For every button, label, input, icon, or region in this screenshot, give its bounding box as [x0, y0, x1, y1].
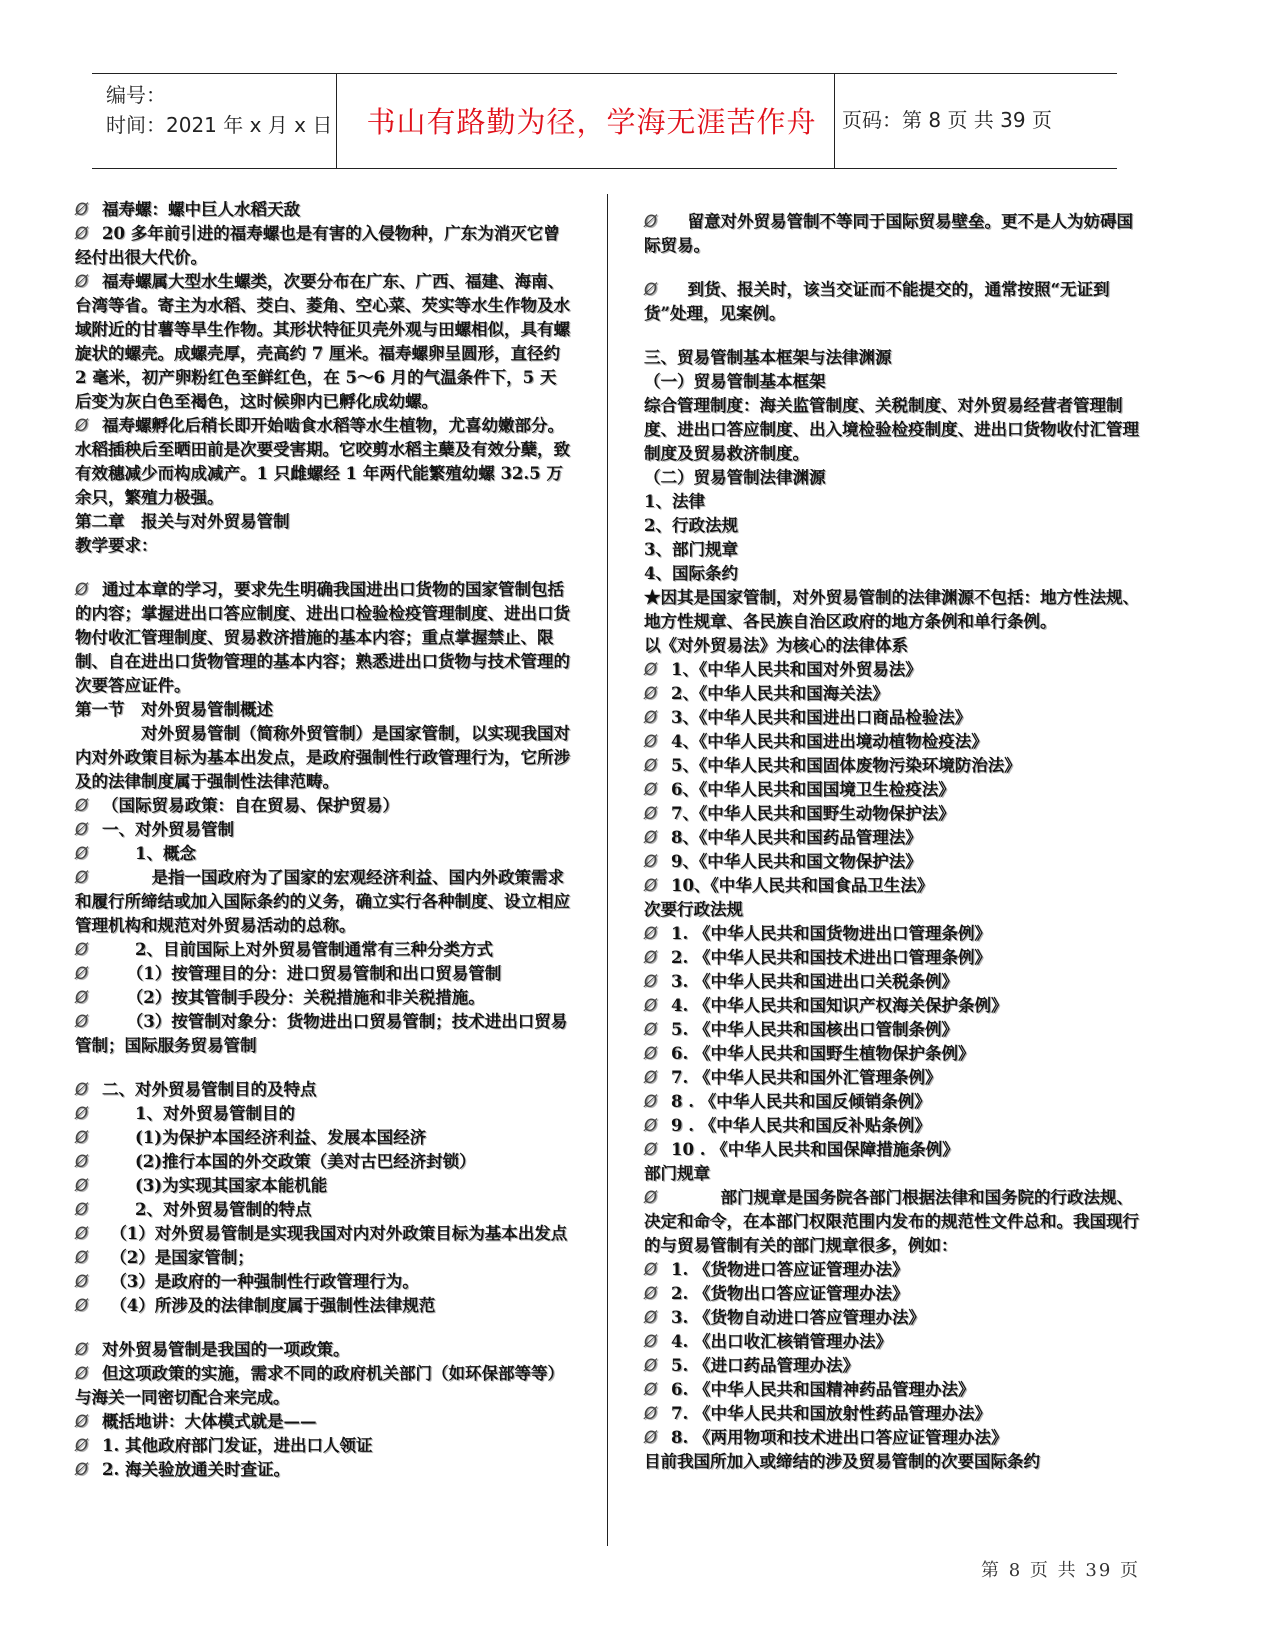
bullet-icon: Ø: [644, 1260, 657, 1279]
text-line: [75, 866, 570, 938]
text-line: [75, 270, 570, 414]
text-content: （2）按其管制手段分：关税措施和非关税措施。: [102, 988, 485, 1007]
bullet-icon: Ø: [644, 1404, 657, 1423]
text-line: [644, 1402, 1139, 1426]
text-content: 2、目前国际上对外贸易管制通常有三种分类方式: [102, 940, 493, 959]
text-content: （4）所涉及的法律制度属于强制性法律规范: [102, 1296, 436, 1315]
text-content: 二、对外贸易管制目的及特点: [102, 1080, 317, 1099]
text-line: [75, 722, 570, 794]
text-line: [75, 1198, 570, 1222]
text-line: [75, 198, 570, 222]
text-content: 4. 《中华人民共和国知识产权海关保护条例》: [671, 996, 1008, 1015]
bullet-icon: Ø: [75, 988, 88, 1007]
header-divider-left: [336, 74, 337, 168]
text-content: 2. 海关验放通关时查证。: [102, 1460, 290, 1479]
bullet-icon: Ø: [644, 1428, 657, 1447]
bullet-icon: Ø: [644, 948, 657, 967]
text-content: 是指一国政府为了国家的宏观经济利益、国内外政策需求和履行所缔结或加入国际条约的义务，确立实行各种制度、设立相应管理机构和规范对外贸易活动的总称。: [75, 868, 570, 935]
text-line: [644, 370, 1139, 394]
bullet-icon: Ø: [644, 1308, 657, 1327]
text-line: [75, 1174, 570, 1198]
time-label: 时间：2021 年 x 月 x 日: [106, 113, 333, 137]
header-meta: [106, 80, 332, 140]
text-line: [644, 946, 1139, 970]
bullet-icon: Ø: [644, 1188, 657, 1207]
bullet-icon: Ø: [644, 804, 657, 823]
bullet-icon: Ø: [644, 876, 657, 895]
bullet-icon: Ø: [75, 200, 88, 219]
text-content: 1、概念: [102, 844, 196, 863]
text-content: 5. 《中华人民共和国核出口管制条例》: [671, 1020, 958, 1039]
text-line: [644, 1162, 1139, 1186]
text-line: [644, 922, 1139, 946]
text-line: [644, 1426, 1139, 1450]
text-line: [644, 898, 1139, 922]
text-line: [644, 538, 1139, 562]
text-content: 以《对外贸易法》为核心的法律体系: [644, 636, 908, 655]
text-content: (2)推行本国的外交政策（美对古巴经济封锁）: [102, 1152, 476, 1171]
text-content: 1、《中华人民共和国对外贸易法》: [671, 660, 922, 679]
bullet-icon: Ø: [75, 1412, 88, 1431]
text-content: 9、《中华人民共和国文物保护法》: [671, 852, 922, 871]
text-content: （2）是国家管制；: [102, 1248, 254, 1267]
text-content: 1、对外贸易管制目的: [102, 1104, 295, 1123]
text-line: [644, 346, 1139, 370]
text-content: （3）按管制对象分：货物进出口贸易管制；技术进出口贸易管制；国际服务贸易管制: [75, 1012, 568, 1055]
text-content: 2、行政法规: [644, 516, 738, 535]
text-content: （1）对外贸易管制是实现我国对内对外政策目标为基本出发点: [102, 1224, 568, 1243]
text-line: [644, 1138, 1139, 1162]
bullet-icon: Ø: [644, 1116, 657, 1135]
bullet-icon: Ø: [75, 272, 88, 291]
bullet-icon: Ø: [644, 212, 657, 231]
text-content: (1)为保护本国经济利益、发展本国经济: [102, 1128, 427, 1147]
text-content: 7. 《中华人民共和国放射性药品管理办法》: [671, 1404, 991, 1423]
header-page-info: 页码：第 8 页 共 39 页: [842, 108, 1052, 132]
text-line: [75, 962, 570, 986]
text-content: 4、国际条约: [644, 564, 738, 583]
text-line: [644, 278, 1139, 326]
text-line: [644, 1186, 1139, 1258]
text-content: 3. 《中华人民共和国进出口关税条例》: [671, 972, 958, 991]
text-line: [644, 1450, 1139, 1474]
text-content: 部门规章: [644, 1164, 710, 1183]
bullet-icon: Ø: [75, 820, 88, 839]
bullet-icon: Ø: [75, 964, 88, 983]
text-content: 6. 《中华人民共和国精神药品管理办法》: [671, 1380, 975, 1399]
text-line: [644, 706, 1139, 730]
text-content: 4、《中华人民共和国进出境动植物检疫法》: [671, 732, 988, 751]
text-line: [644, 1114, 1139, 1138]
bullet-icon: Ø: [75, 796, 88, 815]
text-content: 但这项政策的实施，需求不同的政府机关部门（如环保部等等）与海关一同密切配合来完成。: [75, 1364, 564, 1407]
text-content: 一、对外贸易管制: [102, 820, 234, 839]
left-column: [75, 198, 570, 1482]
text-line: [644, 634, 1139, 658]
text-line: [75, 1246, 570, 1270]
text-line: [644, 1330, 1139, 1354]
bullet-icon: Ø: [75, 1200, 88, 1219]
text-content: 6. 《中华人民共和国野生植物保护条例》: [671, 1044, 975, 1063]
text-line: [75, 1434, 570, 1458]
bullet-icon: Ø: [75, 1104, 88, 1123]
text-line: [75, 1338, 570, 1362]
number-label: 编号：: [106, 83, 166, 107]
text-line: [75, 1126, 570, 1150]
bullet-icon: Ø: [75, 1012, 88, 1031]
bullet-icon: Ø: [75, 1272, 88, 1291]
text-content: ★因其是国家管制，对外贸易管制的法律渊源不包括：地方性法规、地方性规章、各民族自治区政府的地方条例和单行条例。: [644, 588, 1139, 631]
bullet-icon: Ø: [644, 1044, 657, 1063]
text-content: 留意对外贸易管制不等同于国际贸易壁垒。更不是人为妨碍国际贸易。: [644, 212, 1133, 255]
text-content: 对外贸易管制（简称外贸管制）是国家管制，以实现我国对内对外政策目标为基本出发点，是政府强制性行政管理行为，它所涉及的法律制度属于强制性法律范畴。: [75, 724, 570, 791]
text-line: [644, 994, 1139, 1018]
text-line: [644, 1090, 1139, 1114]
bullet-icon: Ø: [75, 868, 88, 887]
text-line: [644, 586, 1139, 634]
paragraph-spacer: [644, 326, 1139, 346]
bullet-icon: Ø: [644, 1356, 657, 1375]
text-line: [75, 510, 570, 534]
text-content: 对外贸易管制是我国的一项政策。: [102, 1340, 350, 1359]
paragraph-spacer: [75, 558, 570, 578]
text-line: [644, 658, 1139, 682]
bullet-icon: Ø: [75, 1248, 88, 1267]
text-content: 1. 《货物进口答应证管理办法》: [671, 1260, 909, 1279]
text-content: 目前我国所加入或缔结的涉及贸易管制的次要国际条约: [644, 1452, 1040, 1471]
bullet-icon: Ø: [75, 1296, 88, 1315]
page-header: [92, 73, 1117, 169]
bullet-icon: Ø: [644, 708, 657, 727]
bullet-icon: Ø: [644, 684, 657, 703]
text-line: [75, 1222, 570, 1246]
paragraph-spacer: [75, 1318, 570, 1338]
text-line: [75, 414, 570, 510]
text-content: 福寿螺属大型水生螺类，次要分布在广东、广西、福建、海南、台湾等省。寄主为水稻、茭白、菱角、空心菜、芡实等水生作物及水域附近的甘薯等旱生作物。其形状特征贝壳外观与田螺相似，具有螺旋状的螺壳。成螺壳厚，壳高约 7 厘米。福寿螺卵呈圆形，直径约 2 毫米，初产卵粉红色至鲜红色，在 5～6 月的气温条件下，5 天后变为灰白色至褐色，这时候卵内已孵化成幼螺。: [75, 272, 570, 411]
text-content: 到货、报关时，该当交证而不能提交的，通常按照“无证到货”处理，见案例。: [644, 280, 1110, 323]
text-content: 8. 《两用物项和技术进出口答应证管理办法》: [671, 1428, 1008, 1447]
text-line: [644, 1042, 1139, 1066]
text-line: [644, 970, 1139, 994]
text-content: 教学要求：: [75, 536, 158, 555]
bullet-icon: Ø: [644, 1332, 657, 1351]
text-content: 10 . 《中华人民共和国保障措施条例》: [671, 1140, 959, 1159]
text-line: [644, 1282, 1139, 1306]
text-content: 第一节 对外贸易管制概述: [75, 700, 273, 719]
bullet-icon: Ø: [644, 280, 657, 299]
text-content: 10、《中华人民共和国食品卫生法》: [671, 876, 934, 895]
text-content: 第二章 报关与对外贸易管制: [75, 512, 290, 531]
text-line: [644, 490, 1139, 514]
bullet-icon: Ø: [75, 1364, 88, 1383]
text-content: （一）贸易管制基本框架: [644, 372, 826, 391]
text-line: [644, 730, 1139, 754]
text-line: [75, 1010, 570, 1058]
text-line: [644, 1258, 1139, 1282]
text-line: [644, 826, 1139, 850]
text-content: （1）按管理目的分：进口贸易管制和出口贸易管制: [102, 964, 502, 983]
text-content: (3)为实现其国家本能机能: [102, 1176, 328, 1195]
bullet-icon: Ø: [644, 732, 657, 751]
text-content: 1. 其他政府部门发证，进出口人领证: [102, 1436, 373, 1455]
text-content: 7、《中华人民共和国野生动物保护法》: [671, 804, 955, 823]
text-content: 8 . 《中华人民共和国反倾销条例》: [671, 1092, 931, 1111]
text-content: 1、法律: [644, 492, 705, 511]
bullet-icon: Ø: [75, 1152, 88, 1171]
bullet-icon: Ø: [75, 844, 88, 863]
text-content: 5、《中华人民共和国固体废物污染环境防治法》: [671, 756, 1021, 775]
bullet-icon: Ø: [644, 660, 657, 679]
text-line: [75, 938, 570, 962]
bullet-icon: Ø: [75, 1080, 88, 1099]
right-column: [644, 198, 1139, 1474]
header-motto: 书山有路勤为径，学海无涯苦作舟: [366, 105, 817, 139]
text-content: 次要行政法规: [644, 900, 743, 919]
bullet-icon: Ø: [75, 224, 88, 243]
text-content: （3）是政府的一种强制性行政管理行为。: [102, 1272, 419, 1291]
text-line: [644, 1378, 1139, 1402]
text-line: [75, 842, 570, 866]
text-line: [75, 1362, 570, 1410]
text-content: 20 多年前引进的福寿螺也是有害的入侵物种，广东为消灭它曾经付出很大代价。: [75, 224, 560, 267]
text-line: [75, 1150, 570, 1174]
text-content: 2. 《中华人民共和国技术进出口管理条例》: [671, 948, 991, 967]
bullet-icon: Ø: [75, 1176, 88, 1195]
bullet-icon: Ø: [644, 1140, 657, 1159]
paragraph-spacer: [75, 1058, 570, 1078]
text-line: [644, 1066, 1139, 1090]
text-line: [644, 466, 1139, 490]
text-content: 通过本章的学习，要求先生明确我国进出口货物的国家管制包括的内容；掌握进出口答应制度、进出口检验检疫管理制度、进出口货物付收汇管理制度、贸易救济措施的基本内容；重点掌握禁止、限制、自在进出口货物管理的基本内容；熟悉进出口货物与技术管理的次要答应证件。: [75, 580, 570, 695]
text-line: [75, 1270, 570, 1294]
bullet-icon: Ø: [644, 1380, 657, 1399]
bullet-icon: Ø: [75, 940, 88, 959]
text-content: 5. 《进口药品管理办法》: [671, 1356, 859, 1375]
text-line: [644, 1306, 1139, 1330]
text-line: [75, 1078, 570, 1102]
text-content: 概括地讲：大体模式就是——: [102, 1412, 317, 1431]
text-line: [75, 818, 570, 842]
text-line: [75, 578, 570, 698]
text-content: 7. 《中华人民共和国外汇管理条例》: [671, 1068, 942, 1087]
text-line: [75, 1410, 570, 1434]
text-content: （国际贸易政策：自在贸易、保护贸易）: [102, 796, 399, 815]
text-line: [75, 222, 570, 270]
text-content: 3. 《货物自动进口答应管理办法》: [671, 1308, 925, 1327]
text-line: [75, 1294, 570, 1318]
text-line: [644, 514, 1139, 538]
paragraph-spacer: [644, 198, 1139, 210]
text-line: [644, 210, 1139, 258]
text-line: [75, 986, 570, 1010]
bullet-icon: Ø: [644, 756, 657, 775]
text-line: [75, 1458, 570, 1482]
bullet-icon: Ø: [75, 1340, 88, 1359]
text-line: [75, 794, 570, 818]
text-content: 2、对外贸易管制的特点: [102, 1200, 312, 1219]
text-content: 2. 《货物出口答应证管理办法》: [671, 1284, 909, 1303]
text-line: [644, 874, 1139, 898]
bullet-icon: Ø: [644, 1284, 657, 1303]
bullet-icon: Ø: [644, 972, 657, 991]
text-line: [644, 778, 1139, 802]
text-content: 9 . 《中华人民共和国反补贴条例》: [671, 1116, 931, 1135]
text-content: 4. 《出口收汇核销管理办法》: [671, 1332, 892, 1351]
bullet-icon: Ø: [75, 580, 88, 599]
bullet-icon: Ø: [75, 416, 88, 435]
bullet-icon: Ø: [644, 828, 657, 847]
text-line: [75, 1102, 570, 1126]
bullet-icon: Ø: [644, 780, 657, 799]
text-line: [644, 1018, 1139, 1042]
bullet-icon: Ø: [75, 1436, 88, 1455]
page-footer: 第 8 页 共 39 页: [981, 1560, 1140, 1581]
bullet-icon: Ø: [75, 1128, 88, 1147]
text-line: [644, 682, 1139, 706]
text-content: 福寿螺孵化后稍长即开始啮食水稻等水生植物，尤喜幼嫩部分。水稻插秧后至晒田前是次要受害期。它咬剪水稻主蘖及有效分蘖，致有效穗减少而构成减产。1 只雌螺经 1 年两代能繁殖幼螺 32.5 万余只，繁殖力极强。: [75, 416, 570, 507]
bullet-icon: Ø: [644, 852, 657, 871]
text-line: [644, 802, 1139, 826]
text-line: [75, 534, 570, 558]
bullet-icon: Ø: [644, 1020, 657, 1039]
bullet-icon: Ø: [644, 1092, 657, 1111]
bullet-icon: Ø: [75, 1224, 88, 1243]
text-content: 福寿螺：螺中巨人水稻天敌: [102, 200, 300, 219]
paragraph-spacer: [644, 258, 1139, 278]
text-content: （二）贸易管制法律渊源: [644, 468, 826, 487]
text-line: [644, 754, 1139, 778]
text-content: 3、《中华人民共和国进出口商品检验法》: [671, 708, 972, 727]
text-content: 2、《中华人民共和国海关法》: [671, 684, 889, 703]
text-content: 综合管理制度：海关监管制度、关税制度、对外贸易经营者管理制度、进出口答应制度、出入境检验检疫制度、进出口货物收付汇管理制度及贸易救济制度。: [644, 396, 1139, 463]
bullet-icon: Ø: [75, 1460, 88, 1479]
text-content: 三、贸易管制基本框架与法律渊源: [644, 348, 892, 367]
text-content: 8、《中华人民共和国药品管理法》: [671, 828, 922, 847]
text-line: [75, 698, 570, 722]
column-divider: [607, 194, 608, 1546]
bullet-icon: Ø: [644, 924, 657, 943]
header-divider-right: [834, 74, 835, 168]
text-content: 1. 《中华人民共和国货物进出口管理条例》: [671, 924, 991, 943]
bullet-icon: Ø: [644, 996, 657, 1015]
text-line: [644, 850, 1139, 874]
text-line: [644, 1354, 1139, 1378]
bullet-icon: Ø: [644, 1068, 657, 1087]
text-content: 3、部门规章: [644, 540, 738, 559]
text-line: [644, 562, 1139, 586]
text-content: 部门规章是国务院各部门根据法律和国务院的行政法规、决定和命令，在本部门权限范围内发布的规范性文件总和。我国现行的与贸易管制有关的部门规章很多，例如：: [644, 1188, 1139, 1255]
text-line: [644, 394, 1139, 466]
text-content: 6、《中华人民共和国国境卫生检疫法》: [671, 780, 955, 799]
